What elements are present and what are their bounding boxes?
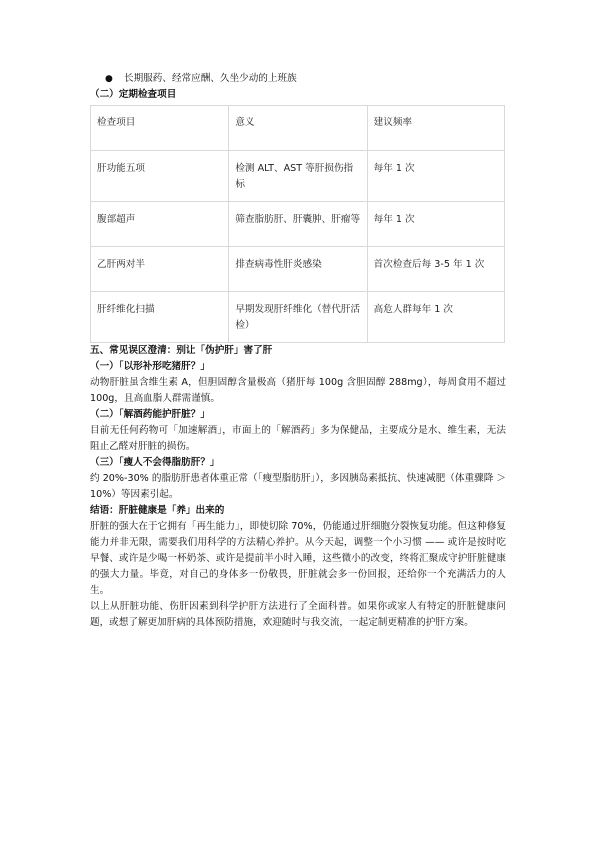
bullet-dot-icon: ● [105,74,113,84]
table-header-cell: 检查项目 [91,106,229,151]
bullet-text: 长期服药、经常应酬、久坐少动的上班族 [124,73,297,84]
myth-heading: （三）「瘦人不会得脂肪肝？」 [90,457,220,468]
myth-paragraph: 目前无任何药物可「加速解酒」，市面上的「解酒药」多为保健品，主要成分是水、维生素，无法阻止乙醛对肝脏的损伤。 [90,425,506,452]
table-cell: 高危人群每年 1 次 [367,292,504,343]
table-cell: 排查病毒性肝炎感染 [229,247,367,292]
table-cell: 腹部超声 [91,202,229,247]
myth-paragraph: 约 20%-30% 的脂肪肝患者体重正常（「瘦型脂肪肝」），多因胰岛素抵抗、快速减肥（体重骤降 ＞10%）等因素引起。 [90,473,506,500]
table-cell: 首次检查后每 3-5 年 1 次 [367,247,504,292]
table-row [91,292,505,343]
checkup-table [90,105,505,343]
conclusion-heading: 结语：肝脏健康是「养」出来的 [90,505,225,516]
conclusion-paragraph: 肝脏的强大在于它拥有「再生能力」，即使切除 70%，仍能通过肝细胞分裂恢复功能。但这种修复能力并非无限，需要我们用科学的方法精心养护。从今天起，调整一个小习惯 —— 或许是按时吃早餐、或许是少喝一杯奶茶、或许是提前半小时入睡，这些微小的改变，终将汇聚成守护肝脏健康的强大力量。毕竟，对自己的身体多一份敬畏，肝脏就会多一份回报，还给你一个充满活力的人生。 [90,521,506,596]
section-heading-checkups: （二）定期检查项目 [90,89,177,100]
table-cell: 检测 ALT、AST 等肝损伤指标 [229,151,367,202]
table-cell: 每年 1 次 [367,202,504,247]
bullet-list-item [90,71,506,87]
table-cell: 每年 1 次 [367,151,504,202]
table-cell: 肝功能五项 [91,151,229,202]
myth-heading: （一）「以形补形吃猪肝？」 [90,361,210,372]
document-content [90,71,506,631]
table-row [91,247,505,292]
table-cell: 乙肝两对半 [91,247,229,292]
closing-paragraph: 以上从肝脏功能、伤肝因素到科学护肝方法进行了全面科普。如果你或家人有特定的肝脏健康问题，或想了解更加肝病的具体预防措施，欢迎随时与我交流，一起定制更精准的护肝方案。 [90,601,506,628]
table-row [91,202,505,247]
table-row [91,151,505,202]
table-header-row [91,106,505,151]
table-cell: 筛查脂肪肝、肝囊肿、肝瘤等 [229,202,367,247]
table-header-cell: 意义 [229,106,367,151]
myth-heading: （二）「解酒药能护肝脏？」 [90,409,210,420]
myth-paragraph: 动物肝脏虽含维生素 A，但胆固醇含量极高（猪肝每 100g 含胆固醇 288mg），每周食用不超过 100g，且高血脂人群需谨慎。 [90,377,506,404]
section-heading-myths: 五、常见误区澄清：别让「伪护肝」害了肝 [90,345,273,356]
table-header-cell: 建议频率 [367,106,504,151]
table-cell: 早期发现肝纤维化（替代肝活检） [229,292,367,343]
table-cell: 肝纤维化扫描 [91,292,229,343]
